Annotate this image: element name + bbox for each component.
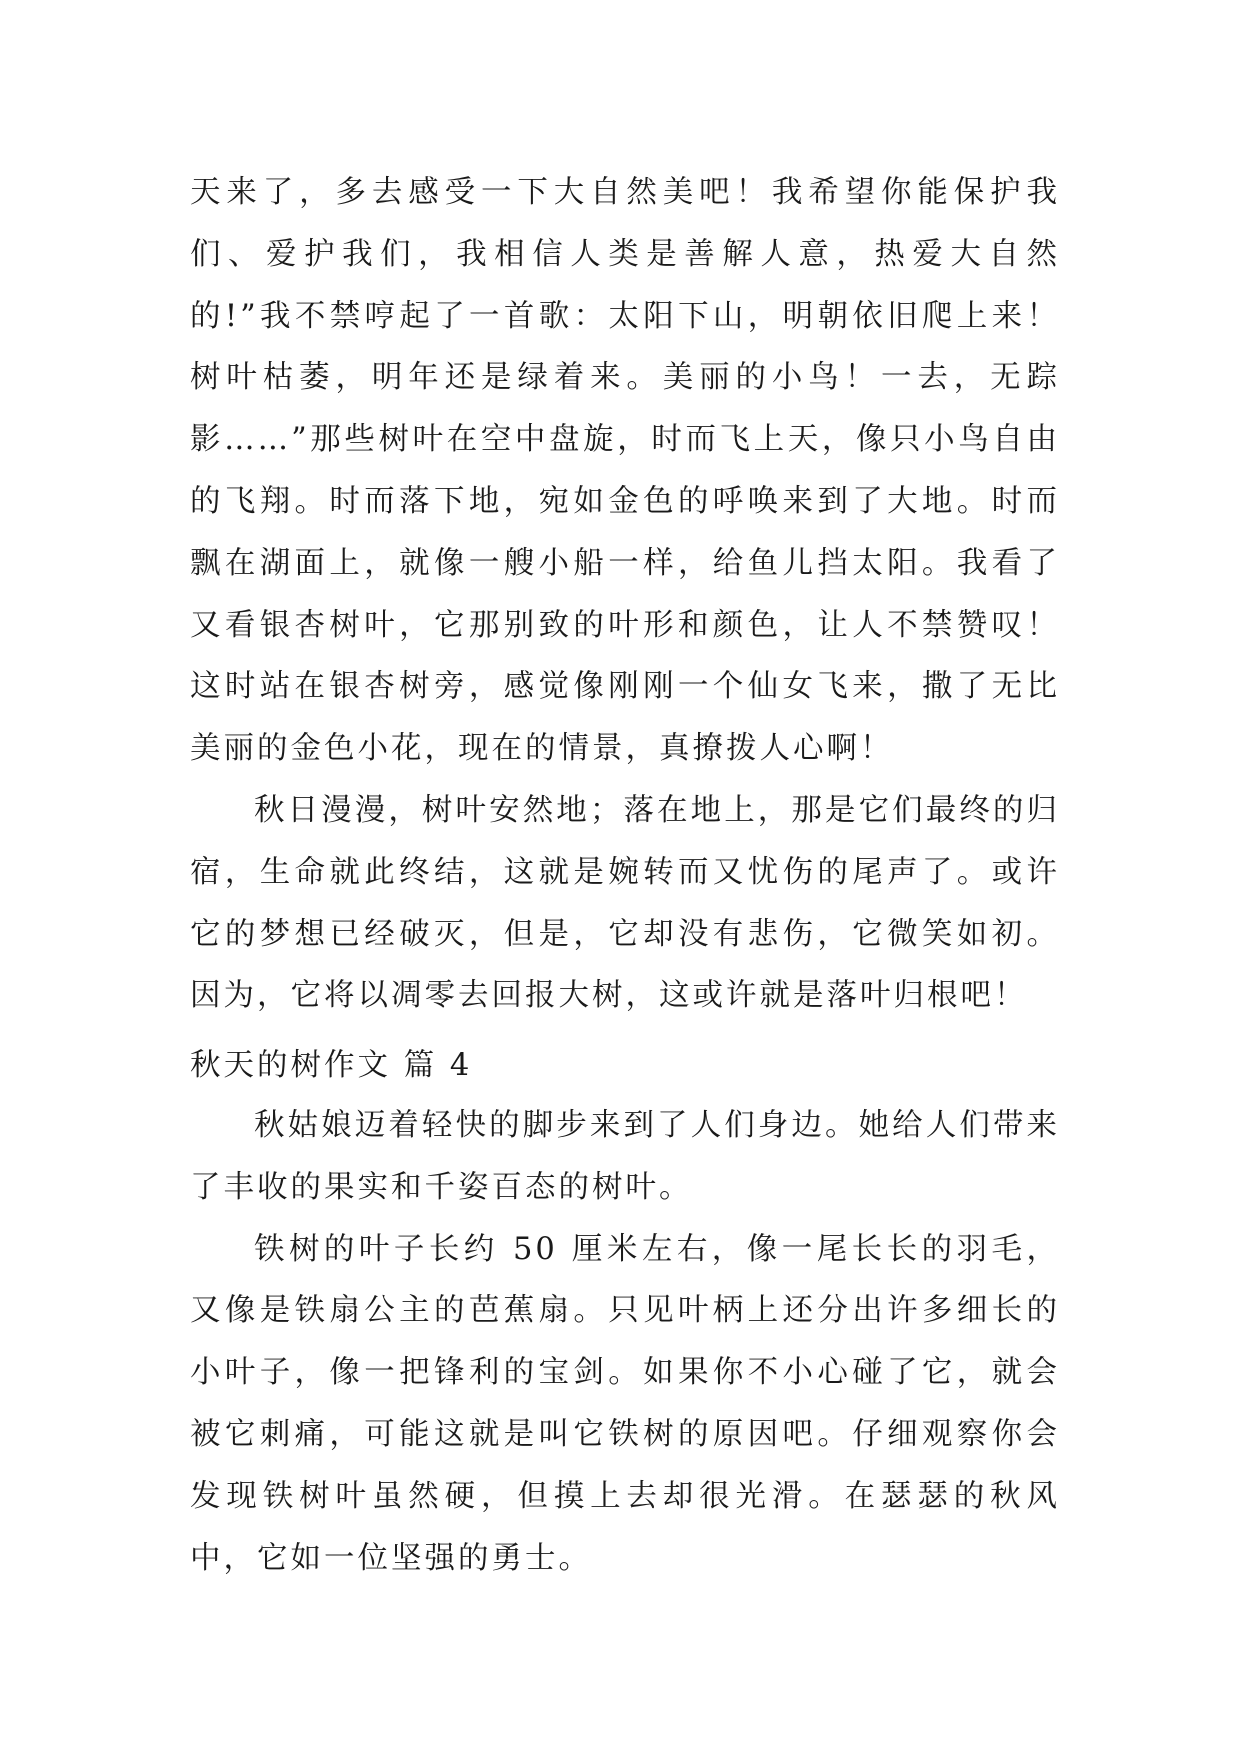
paragraph: 天来了，多去感受一下大自然美吧！我希望你能保护我们、爱护我们，我相信人类是善解人意，热爱大自然的!”我不禁哼起了一首歌：太阳下山，明朝依旧爬上来！树叶枯萎，明年还是绿着来。美丽的小鸟！一去，无踪影……”那些树叶在空中盘旋，时而飞上天，像只小鸟自由的飞翔。时而落下地，宛如金色的呼唤来到了大地。时而飘在湖面上，就像一艘小船一样，给鱼儿挡太阳。我看了又看银杏树叶，它那别致的叶形和颜色，让人不禁赞叹！这时站在银杏树旁，感觉像刚刚一个仙女飞来，撒了无比美丽的金色小花，现在的情景，真撩拨人心啊！: [190, 175, 1060, 767]
paragraph: 秋姑娘迈着轻快的脚步来到了人们身边。她给人们带来了丰收的果实和千姿百态的树叶。: [190, 1108, 1060, 1205]
section-heading: 秋天的树作文 篇 4: [190, 1048, 473, 1083]
paragraph: 铁树的叶子长约 50 厘米左右，像一尾长长的羽毛，又像是铁扇公主的芭蕉扇。只见叶柄上还分出许多细长的小叶子，像一把锋利的宝剑。如果你不小心碰了它，就会被它刺痛，可能这就是叫它铁树的原因吧。仔细观察你会发现铁树叶虽然硬，但摸上去却很光滑。在瑟瑟的秋风中，它如一位坚强的勇士。: [190, 1231, 1060, 1576]
text-block-top: [190, 162, 1060, 1027]
text-block-bottom: [190, 1095, 1060, 1589]
paragraph: 秋日漫漫，树叶安然地；落在地上，那是它们最终的归宿，生命就此终结，这就是婉转而又忧伤的尾声了。或许它的梦想已经破灭，但是，它却没有悲伤，它微笑如初。因为，它将以凋零去回报大树，这或许就是落叶归根吧！: [190, 792, 1060, 1014]
